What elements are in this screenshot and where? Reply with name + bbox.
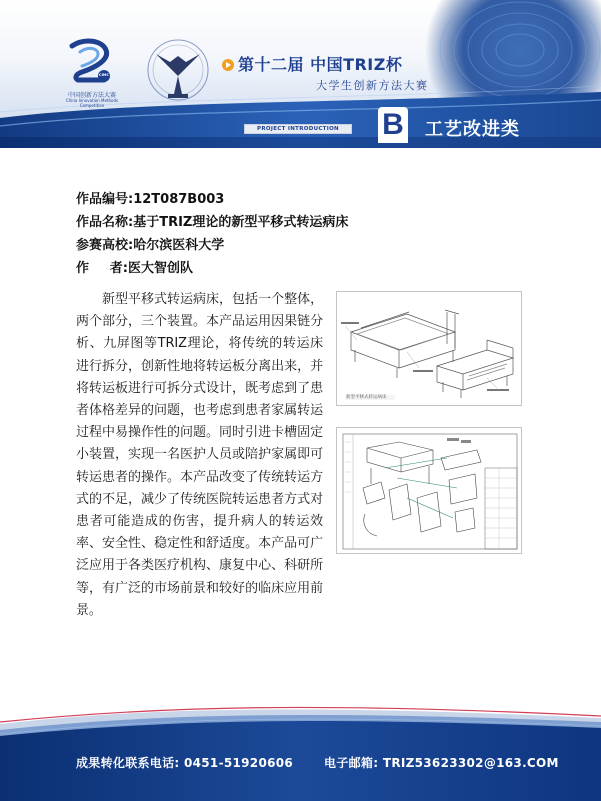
bed-detail-drawing-figure xyxy=(336,427,522,554)
page-footer xyxy=(0,700,601,801)
category-letter: B xyxy=(378,107,408,143)
phone-label: 成果转化联系电话: xyxy=(76,756,180,770)
cimc-name-cn: 中国创新方法大赛 xyxy=(67,92,116,99)
project-introduction-label: PROJECT INTRODUCTION xyxy=(244,124,352,134)
cimc-logo-mark xyxy=(60,38,124,90)
competition-subtitle: 大学生创新方法大赛 xyxy=(316,79,429,92)
bed-overview-caption: 新型平移式转运病床 xyxy=(346,395,387,400)
meta-author-label xyxy=(76,257,128,280)
cimc-name-en: China Innovation Methods Competition xyxy=(65,98,119,108)
competition-title-text: 第十二届 中国TRIZ杯 xyxy=(238,55,403,74)
play-icon xyxy=(222,59,234,71)
meta-author xyxy=(76,257,536,280)
meta-code-label: 作品编号: xyxy=(76,192,134,207)
meta-author-label-b: 者: xyxy=(109,261,128,276)
competition-title-block xyxy=(222,52,452,93)
meta-school-value: 哈尔滨医科大学 xyxy=(133,238,225,253)
meta-name xyxy=(76,211,536,234)
phone-number: 0451-51920606 xyxy=(183,756,294,770)
project-meta xyxy=(76,188,536,280)
bed-detail-drawing xyxy=(337,428,523,555)
cimc-badge: CIMC xyxy=(99,73,109,77)
competition-title xyxy=(222,52,452,75)
meta-code-value: 12T087B003 xyxy=(133,192,225,207)
triz-cup-logo xyxy=(138,32,218,112)
category-name: 工艺改进类 xyxy=(425,119,520,140)
meta-school xyxy=(76,234,536,257)
meta-author-value: 医大智创队 xyxy=(128,261,194,276)
triz-cup-emblem xyxy=(138,32,218,112)
bed-overview-drawing xyxy=(337,292,523,407)
email-address: TRIZ53623302@163.COM xyxy=(382,756,559,770)
meta-author-label-a: 作 xyxy=(76,261,90,276)
meta-name-label: 作品名称: xyxy=(76,215,134,230)
page-header xyxy=(0,0,601,148)
contact-info xyxy=(76,754,559,771)
meta-code xyxy=(76,188,536,211)
project-description: 新型平移式转运病床，包括一个整体，两个部分，三个装置。本产品运用因果链分析、九屏图等TRIZ理论，将传统的转运床进行拆分，创新性地将转运板分离出来，并将转运板进行可拆分式设计，既考虑到了患者体格差异的问题，也考虑到患者家属转运过程中易操作性的问题。同时引进卡槽固定小装置，实现一名医护人员或陪护家属即可转运患者的操作。本产品改变了传统转运方式的不足，减少了传统医院转运患者方式对患者可能造成的伤害，提升病人的转运效率、安全性、稳定性和舒适度。本产品可广泛应用于各类医疗机构、康复中心、科研所等，有广泛的市场前景和较好的临床应用前景。 xyxy=(76,292,323,618)
footer-wave-graphic xyxy=(0,700,601,801)
cimc-logo xyxy=(60,38,124,110)
email-label: 电子邮箱: xyxy=(324,756,379,770)
meta-school-label: 参赛高校: xyxy=(76,238,134,253)
meta-name-value: 基于TRIZ理论的新型平移式转运病床 xyxy=(133,215,349,230)
bed-overview-figure xyxy=(336,291,522,406)
